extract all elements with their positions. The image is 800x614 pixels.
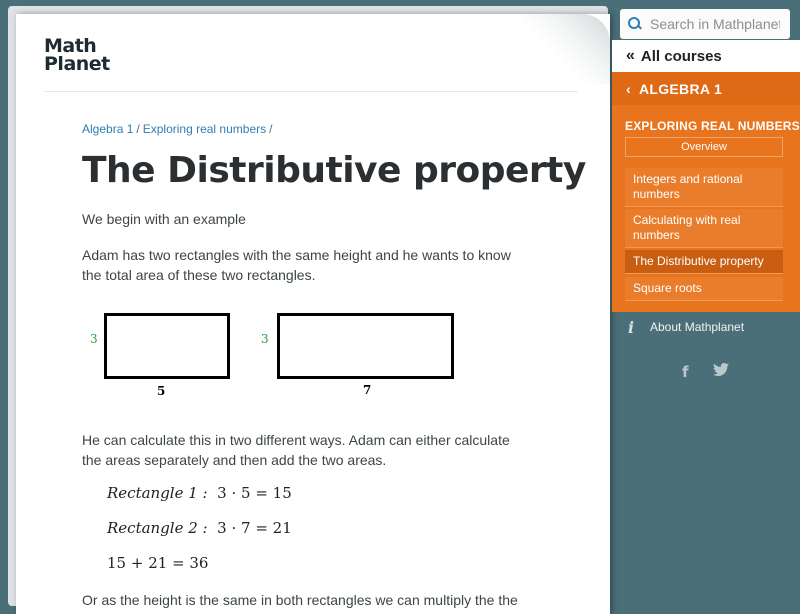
equation-1-expression: 3 · 5 = 15: [217, 484, 292, 502]
breadcrumb-separator: /: [136, 122, 140, 136]
about-mathplanet-link[interactable]: [612, 312, 800, 342]
paragraph-2: He can calculate this in two different ways. Adam can either calculate the areas separately and then add the two areas.: [82, 432, 510, 468]
nav-item-label: Square roots: [633, 281, 702, 295]
overview-link[interactable]: Overview: [625, 137, 783, 157]
search-box[interactable]: [620, 9, 790, 39]
equation-1-label: Rectangle 1 :: [107, 484, 208, 502]
all-courses-label: All courses: [640, 47, 722, 65]
equation-sum: [107, 554, 208, 572]
rect1-width-label: 5: [157, 384, 166, 398]
nav-item-label: The Distributive property: [633, 254, 764, 268]
paragraph-1: Adam has two rectangles with the same height and he wants to know the total area of these two rectangles.: [82, 247, 511, 283]
social-links: [612, 363, 800, 383]
breadcrumb: [82, 122, 275, 136]
rect1-height-label: 3: [90, 332, 98, 346]
course-nav-panel: [612, 72, 800, 312]
nav-item-label: Integers and rational numbers: [633, 172, 743, 201]
rectangle-1: [104, 313, 230, 379]
mathplanet-logo[interactable]: [44, 35, 114, 78]
logo-line-2: Planet: [44, 53, 110, 75]
rect2-width-label: 7: [363, 383, 372, 397]
info-icon: i: [627, 317, 635, 337]
breadcrumb-algebra-1[interactable]: Algebra 1: [82, 122, 134, 136]
chevron-left-icon: ‹: [626, 80, 631, 97]
search-input[interactable]: [648, 15, 782, 33]
course-label: ALGEBRA 1: [638, 80, 723, 97]
double-chevron-left-icon: «: [626, 47, 635, 64]
facebook-icon[interactable]: f: [682, 363, 689, 381]
intro-text: We begin with an example: [82, 211, 246, 227]
rectangles-figure: [82, 306, 462, 402]
page-title: The Distributive property: [82, 150, 586, 191]
course-header-link[interactable]: [612, 72, 800, 105]
equation-3-expression: 15 + 21 = 36: [107, 554, 209, 572]
nav-item-integers-rational[interactable]: [625, 168, 783, 207]
equation-2-expression: 3 · 7 = 21: [217, 519, 292, 537]
about-label: About Mathplanet: [650, 320, 745, 334]
nav-item-square-roots[interactable]: [625, 277, 783, 301]
breadcrumb-exploring-real-numbers[interactable]: Exploring real numbers: [142, 122, 267, 136]
logo-line-1: Math: [44, 35, 97, 57]
equation-2-label: Rectangle 2 :: [107, 519, 208, 537]
rectangle-2: [277, 313, 454, 379]
nav-item-label: Calculating with real numbers: [633, 213, 741, 242]
twitter-icon[interactable]: [713, 363, 729, 380]
header-divider: [44, 91, 578, 92]
equation-rectangle-2: [107, 519, 292, 537]
rect2-height-label: 3: [261, 332, 269, 346]
section-title: EXPLORING REAL NUMBERS: [625, 119, 800, 133]
page-curl: [520, 14, 610, 84]
paragraph-3: Or as the height is the same in both rectangles we can multiply the the: [82, 592, 518, 608]
search-icon[interactable]: [628, 17, 642, 31]
equation-rectangle-1: [107, 484, 292, 502]
breadcrumb-separator: /: [269, 122, 273, 136]
all-courses-link[interactable]: [612, 40, 800, 72]
nav-item-distributive-property[interactable]: [625, 250, 783, 274]
nav-item-calculating-real[interactable]: [625, 209, 783, 248]
